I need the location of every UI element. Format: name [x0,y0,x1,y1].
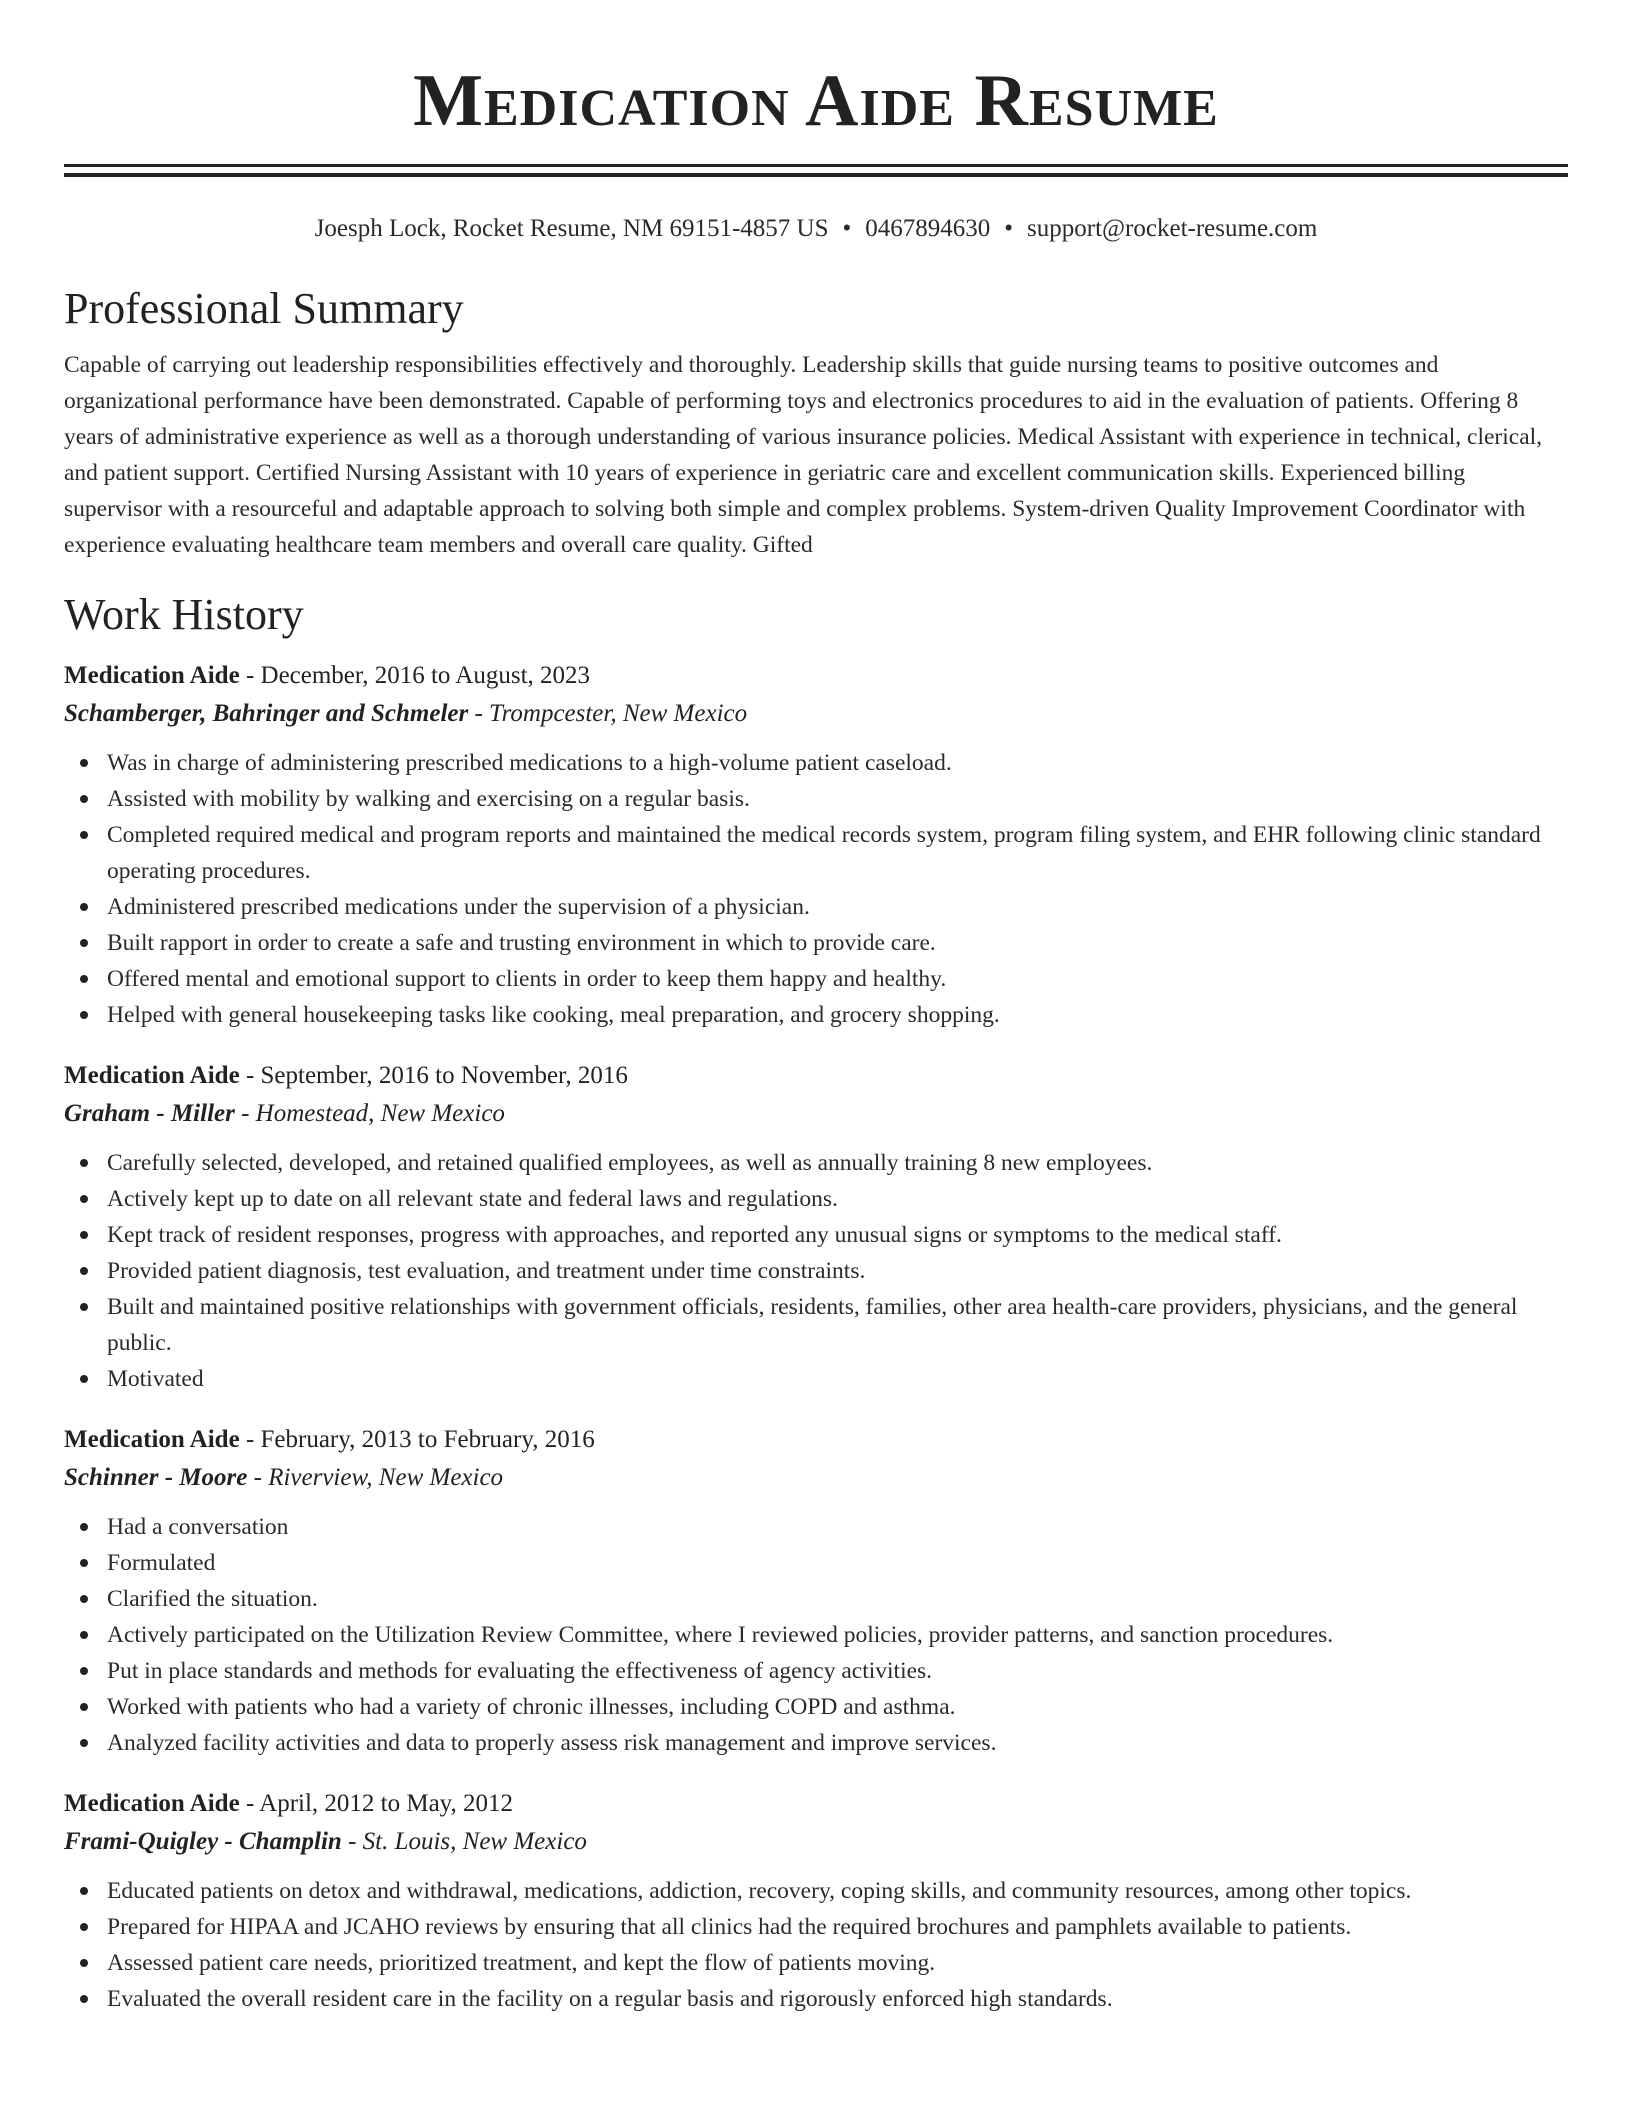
duty-item: Built rapport in order to create a safe and trusting environment in which to provide care. [107,925,1568,961]
duty-item: Prepared for HIPAA and JCAHO reviews by ensuring that all clinics had the required brochures and pamphlets available to patients. [107,1909,1568,1945]
job-dates: - December, 2016 to August, 2023 [239,662,591,689]
job-role: Medication Aide [64,662,240,689]
summary-heading: Professional Summary [64,284,464,333]
job-location: - Homestead, New Mexico [234,1100,505,1127]
job-duties [64,1145,1568,1397]
duty-item: Was in charge of administering prescribed medications to a high-volume patient caseload. [107,745,1568,781]
job-location: - Trompcester, New Mexico [468,700,748,727]
duty-item: Clarified the situation. [107,1581,1568,1617]
job-entry [64,1057,1568,1397]
job-role: Medication Aide [64,1426,240,1453]
duty-item: Offered mental and emotional support to clients in order to keep them happy and healthy. [107,961,1568,997]
contact-phone: 0467894630 [865,215,991,242]
job-role: Medication Aide [64,1790,240,1817]
duty-item: Educated patients on detox and withdrawal, medications, addiction, recovery, coping skills, and community resources, among other topics. [107,1873,1568,1909]
job-location: - St. Louis, New Mexico [341,1828,587,1855]
job-duties [64,745,1568,1033]
contact-separator: • [1004,215,1014,242]
job-company: Schamberger, Bahringer and Schmeler [64,700,469,727]
job-company-line [64,695,1568,733]
duty-item: Completed required medical and program reports and maintained the medical records system, program filing system, and EHR following clinic standard operating procedures. [107,817,1568,889]
contact-email: support@rocket-resume.com [1027,215,1318,242]
job-dates: - April, 2012 to May, 2012 [239,1790,514,1817]
summary-text: Capable of carrying out leadership responsibilities effectively and thoroughly. Leadership skills that guide nursing teams to positive outcomes and organizational performance have been demonstrated. Capable of performing toys and electronics procedures to aid in the evaluation of patients. Offering 8 years of administrative experience as well as a thorough understanding of various insurance policies. Medical Assistant with experience in technical, clerical, and patient support. Certified Nursing Assistant with 10 years of experience in geriatric care and excellent communication skills. Experienced billing supervisor with a resourceful and adaptable approach to solving both simple and complex problems. System-driven Quality Improvement Coordinator with experience evaluating healthcare team members and overall care quality. Gifted [64,352,1543,558]
job-location: - Riverview, New Mexico [247,1464,504,1491]
duty-item: Had a conversation [107,1509,1568,1545]
duty-item: Administered prescribed medications under the supervision of a physician. [107,889,1568,925]
title-rule-bottom [64,173,1568,177]
job-dates: - September, 2016 to November, 2016 [239,1062,628,1089]
job-dates: - February, 2013 to February, 2016 [239,1426,595,1453]
duty-item: Analyzed facility activities and data to properly assess risk management and improve services. [107,1725,1568,1761]
work-history-heading: Work History [64,590,304,639]
duty-item: Assisted with mobility by walking and exercising on a regular basis. [107,781,1568,817]
duty-item: Evaluated the overall resident care in the facility on a regular basis and rigorously enforced high standards. [107,1981,1568,2017]
duty-item: Kept track of resident responses, progress with approaches, and reported any unusual signs or symptoms to the medical staff. [107,1217,1568,1253]
resume-page [64,0,1568,2017]
resume-title: Medication Aide Resume [413,60,1219,142]
job-role: Medication Aide [64,1062,240,1089]
job-duties [64,1509,1568,1761]
job-company-line [64,1459,1568,1497]
job-company: Graham - Miller [64,1100,235,1127]
duty-item: Actively participated on the Utilization Review Committee, where I reviewed policies, provider patterns, and sanction procedures. [107,1617,1568,1653]
contact-line [64,213,1568,245]
duty-item: Carefully selected, developed, and retained qualified employees, as well as annually training 8 new employees. [107,1145,1568,1181]
job-duties [64,1873,1568,2017]
job-entry [64,657,1568,1033]
duty-item: Put in place standards and methods for evaluating the effectiveness of agency activities. [107,1653,1568,1689]
job-header [64,1785,1568,1823]
contact-address: Joesph Lock, Rocket Resume, NM 69151-4857 US [314,215,829,242]
job-entry [64,1785,1568,2017]
title-rule-top [64,164,1568,167]
job-entry [64,1421,1568,1761]
duty-item: Helped with general housekeeping tasks like cooking, meal preparation, and grocery shopping. [107,997,1568,1033]
duty-item: Motivated [107,1361,1568,1397]
job-header [64,657,1568,695]
duty-item: Worked with patients who had a variety of chronic illnesses, including COPD and asthma. [107,1689,1568,1725]
duty-item: Formulated [107,1545,1568,1581]
job-company-line [64,1823,1568,1861]
job-company: Schinner - Moore [64,1464,248,1491]
job-header [64,1057,1568,1095]
duty-item: Built and maintained positive relationships with government officials, residents, families, other area health-care providers, physicians, and the general public. [107,1289,1568,1361]
duty-item: Provided patient diagnosis, test evaluation, and treatment under time constraints. [107,1253,1568,1289]
job-company: Frami-Quigley - Champlin [64,1828,342,1855]
duty-item: Actively kept up to date on all relevant state and federal laws and regulations. [107,1181,1568,1217]
duty-item: Assessed patient care needs, prioritized treatment, and kept the flow of patients moving. [107,1945,1568,1981]
contact-separator: • [842,215,852,242]
job-header [64,1421,1568,1459]
job-company-line [64,1095,1568,1133]
